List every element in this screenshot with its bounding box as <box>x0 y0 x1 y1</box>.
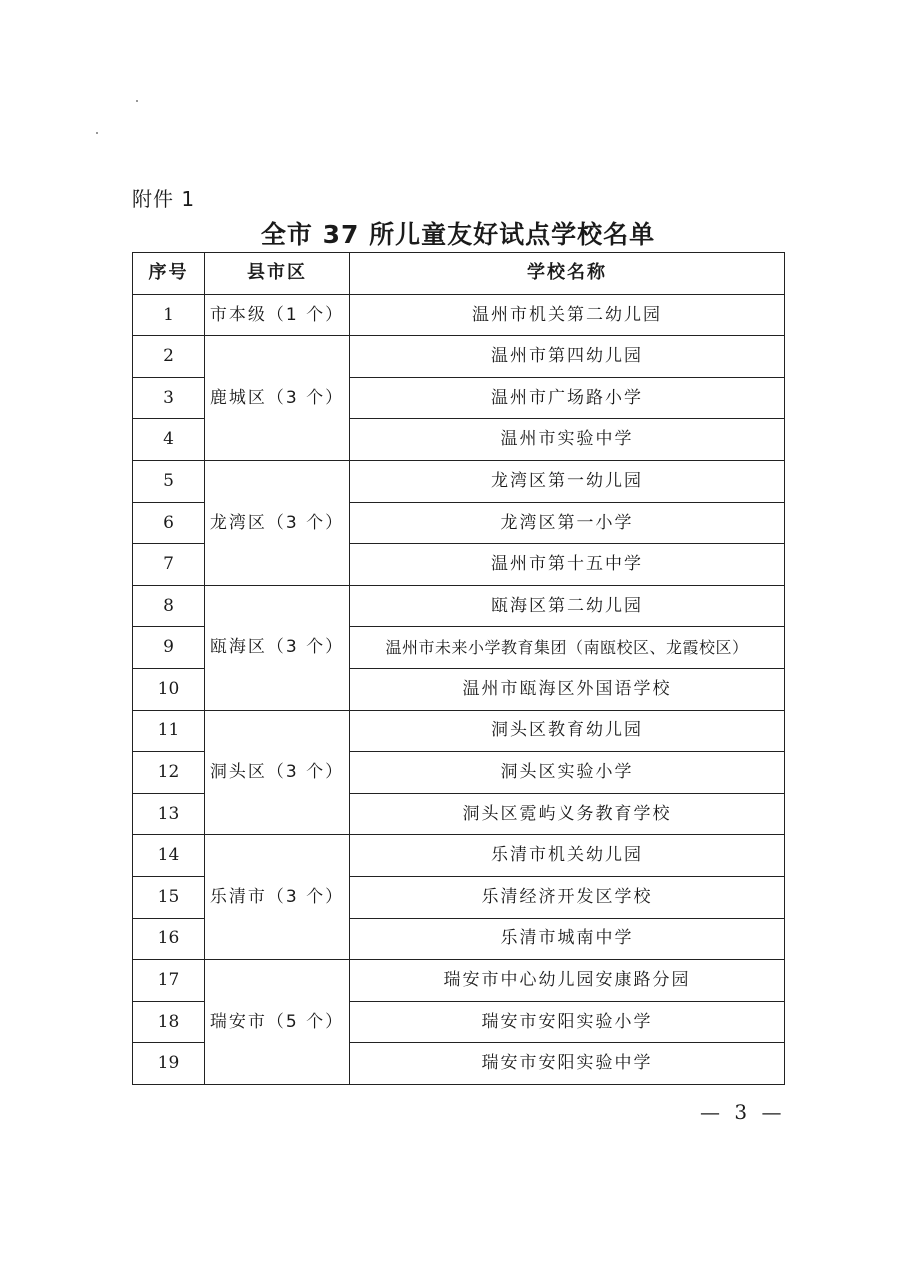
school-name: 乐清市城南中学 <box>350 918 785 960</box>
row-index: 6 <box>133 502 205 544</box>
table-row <box>133 585 785 627</box>
row-index: 2 <box>133 336 205 378</box>
header-district: 县市区 <box>205 253 350 295</box>
district-cell: 洞头区（3 个） <box>205 710 350 835</box>
header-school: 学校名称 <box>350 253 785 295</box>
school-name: 龙湾区第一幼儿园 <box>350 460 785 502</box>
table-row <box>133 710 785 752</box>
page-number: — 3 — <box>700 1100 786 1124</box>
school-name: 温州市第四幼儿园 <box>350 336 785 378</box>
table-row <box>133 960 785 1002</box>
school-name: 瑞安市安阳实验小学 <box>350 1001 785 1043</box>
school-name: 瑞安市安阳实验中学 <box>350 1043 785 1085</box>
row-index: 15 <box>133 876 205 918</box>
attachment-label: 附件 1 <box>132 187 196 211</box>
row-index: 9 <box>133 627 205 669</box>
table-row <box>133 294 785 336</box>
table-header-row <box>133 253 785 295</box>
row-index: 8 <box>133 585 205 627</box>
district-cell: 瑞安市（5 个） <box>205 960 350 1085</box>
school-name: 瑞安市中心幼儿园安康路分园 <box>350 960 785 1002</box>
row-index: 5 <box>133 460 205 502</box>
school-name: 洞头区实验小学 <box>350 752 785 794</box>
district-cell: 瓯海区（3 个） <box>205 585 350 710</box>
row-index: 13 <box>133 793 205 835</box>
school-list-table <box>132 252 785 1085</box>
district-cell: 市本级（1 个） <box>205 294 350 336</box>
row-index: 11 <box>133 710 205 752</box>
row-index: 7 <box>133 544 205 586</box>
district-cell: 鹿城区（3 个） <box>205 336 350 461</box>
scan-speck <box>96 132 98 134</box>
row-index: 10 <box>133 668 205 710</box>
row-index: 3 <box>133 377 205 419</box>
school-name: 乐清市机关幼儿园 <box>350 835 785 877</box>
school-name: 温州市第十五中学 <box>350 544 785 586</box>
document-title: 全市 37 所儿童友好试点学校名单 <box>260 220 656 249</box>
school-name: 温州市实验中学 <box>350 419 785 461</box>
school-name: 温州市广场路小学 <box>350 377 785 419</box>
scan-speck <box>136 100 138 102</box>
header-index: 序号 <box>133 253 205 295</box>
school-name: 龙湾区第一小学 <box>350 502 785 544</box>
district-cell: 乐清市（3 个） <box>205 835 350 960</box>
row-index: 14 <box>133 835 205 877</box>
table-row <box>133 460 785 502</box>
row-index: 17 <box>133 960 205 1002</box>
school-name: 洞头区教育幼儿园 <box>350 710 785 752</box>
row-index: 18 <box>133 1001 205 1043</box>
school-name: 温州市机关第二幼儿园 <box>350 294 785 336</box>
school-name: 温州市未来小学教育集团（南瓯校区、龙霞校区） <box>350 627 785 669</box>
district-cell: 龙湾区（3 个） <box>205 460 350 585</box>
row-index: 12 <box>133 752 205 794</box>
row-index: 19 <box>133 1043 205 1085</box>
row-index: 1 <box>133 294 205 336</box>
school-name: 温州市瓯海区外国语学校 <box>350 668 785 710</box>
school-name: 乐清经济开发区学校 <box>350 876 785 918</box>
table-row <box>133 336 785 378</box>
table-row <box>133 835 785 877</box>
row-index: 16 <box>133 918 205 960</box>
row-index: 4 <box>133 419 205 461</box>
school-name: 洞头区霓屿义务教育学校 <box>350 793 785 835</box>
school-name: 瓯海区第二幼儿园 <box>350 585 785 627</box>
